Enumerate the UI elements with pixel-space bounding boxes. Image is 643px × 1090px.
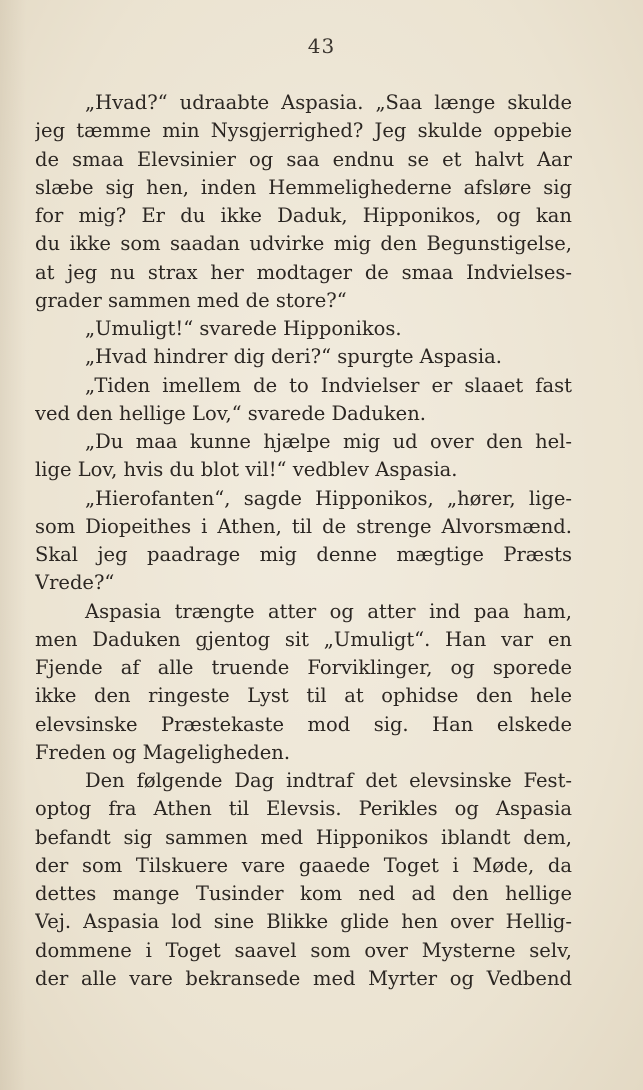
text-line: der alle vare bekransede med Myrter og Vedbend <box>35 966 572 990</box>
text-line: for mig? Er du ikke Daduk, Hipponikos, og kan <box>35 204 572 227</box>
page-number: 43 <box>307 34 336 58</box>
text-line: grader sammen med de store?“ <box>35 288 347 312</box>
text-line: Vej. Aspasia lod sine Blikke glide hen over Hellig- <box>35 910 572 934</box>
page-text <box>35 89 572 993</box>
text-line: optog fra Athen til Elevsis. Perikles og Aspasia <box>35 797 572 821</box>
text-line: Vrede?“ <box>35 571 115 595</box>
text-line: der som Tilskuere vare gaaede Toget i Møde, da <box>35 853 572 877</box>
text-line: dommene i Toget saavel som over Mysterne selv, <box>35 938 572 962</box>
text-line: som Diopeithes i Athen, til de strenge Alvorsmænd. <box>35 514 572 538</box>
text-line: du ikke som saadan udvirke mig den Begunstigelse, <box>35 232 572 256</box>
text-line: slæbe sig hen, inden Hemmelighederne afsløre sig <box>35 175 572 199</box>
text-line: de smaa Elevsinier og saa endnu se et halvt Aar <box>35 147 572 171</box>
text-line: ikke den ringeste Lyst til at ophidse den hele <box>35 684 572 708</box>
text-line: „Hvad?“ udraabte Aspasia. „Saa længe skulde <box>85 91 572 114</box>
text-line: ved den hellige Lov,“ svarede Daduken. <box>35 401 426 425</box>
text-line: „Umuligt!“ svarede Hipponikos. <box>85 317 402 340</box>
text-line: lige Lov, hvis du blot vil!“ vedblev Aspasia. <box>35 458 458 482</box>
text-line: at jeg nu strax her modtager de smaa Indvielses- <box>35 260 572 284</box>
text-line: dettes mange Tusinder kom ned ad den hellige <box>35 882 572 905</box>
text-line: „Tiden imellem de to Indvielser er slaaet fast <box>85 373 572 397</box>
text-line: „Hierofanten“, sagde Hipponikos, „hører, lige- <box>85 486 572 510</box>
text-line: „Hvad hindrer dig deri?“ spurgte Aspasia. <box>85 345 502 369</box>
text-line: Freden og Mageligheden. <box>35 740 291 764</box>
text-line: men Daduken gjentog sit „Umuligt“. Han var en <box>35 627 572 651</box>
text-line: „Du maa kunne hjælpe mig ud over den hel- <box>85 430 572 453</box>
text-line: jeg tæmme min Nysgjerrighed? Jeg skulde oppebie <box>35 119 572 143</box>
text-line: Fjende af alle truende Forviklinger, og sporede <box>35 656 572 679</box>
text-line: befandt sig sammen med Hipponikos iblandt dem, <box>35 825 572 849</box>
text-line: Den følgende Dag indtraf det elevsinske Fest- <box>85 769 572 792</box>
text-line: Skal jeg paadrage mig denne mægtige Præsts <box>35 543 572 566</box>
text-line: Aspasia trængte atter og atter ind paa ham, <box>85 599 572 623</box>
text-line: elevsinske Præstekaste mod sig. Han elskede <box>35 712 572 736</box>
